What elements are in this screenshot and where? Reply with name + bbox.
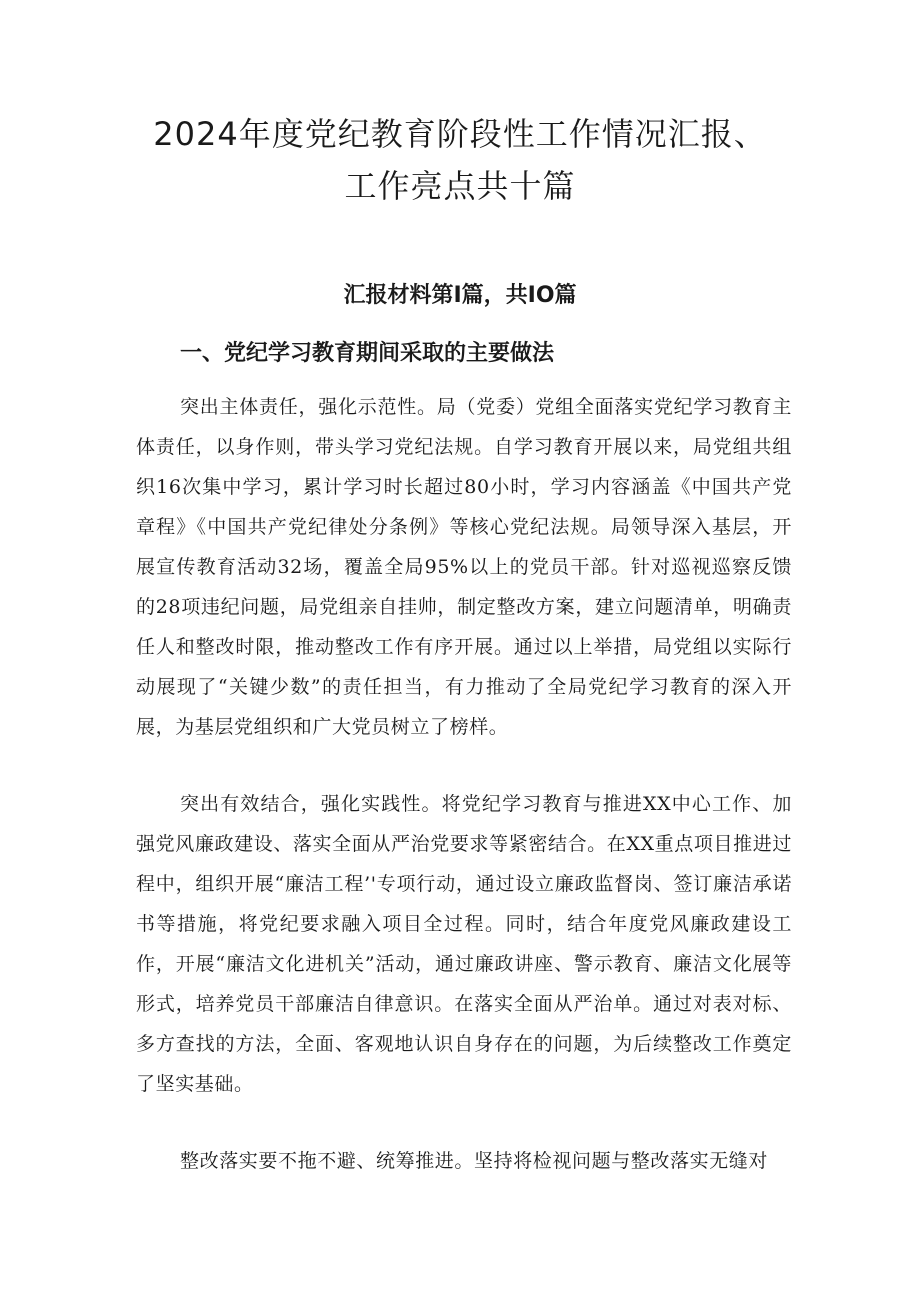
title-line-2: 工作亮点共十篇: [344, 167, 576, 205]
paragraph-3: 整改落实要不拖不避、统筹推进。坚持将检视问题与整改落实无缝对: [180, 1150, 769, 1172]
paragraph-1: 突出主体责任，强化示范性。局（党委）党组全面落实党纪学习教育主体责任，以身作则，带头学习党纪法规。自学习教育开展以来，局党组共组织16次集中学习，累计学习时长超过80小时，学习内容涵盖《中国共产党章程》《中国共产党纪律处分条例》等核心党纪法规。局领导深入基层，开展宣传教育活动32场，覆盖全局95%以上的党员干部。针对巡视巡察反馈的28项违纪问题，局党组亲自挂帅，制定整改方案，建立问题清单，明确责任人和整改时限，推动整改工作有序开展。通过以上举措，局党组以实际行动展现了“关键少数”的责任担当，有力推动了全局党纪学习教育的深入开展，为基层党组织和广大党员树立了榜样。: [136, 396, 792, 738]
document-subtitle: 汇报材料第Ⅰ篇，共IO篇: [343, 283, 577, 308]
title-line-1: 2024年度党纪教育阶段性工作情况汇报、: [153, 115, 767, 153]
document-title: [120, 108, 800, 212]
section-heading: 一、党纪学习教育期间采取的主要做法: [180, 341, 555, 366]
paragraph-2: 突出有效结合，强化实践性。将党纪学习教育与推进XX中心工作、加强党风廉政建设、落实全面从严治党要求等紧密结合。在XX重点项目推进过程中，组织开展“廉洁工程’'专项行动，通过设立廉政监督岗、签订廉洁承诺书等措施，将党纪要求融入项目全过程。同时，结合年度党风廉政建设工作，开展“廉洁文化进机关”活动，通过廉政讲座、警示教育、廉洁文化展等形式，培养党员干部廉洁自律意识。在落实全面从严治单。通过对表对标、多方查找的方法，全面、客观地认识自身存在的问题，为后续整改工作奠定了坚实基础。: [136, 793, 792, 1095]
